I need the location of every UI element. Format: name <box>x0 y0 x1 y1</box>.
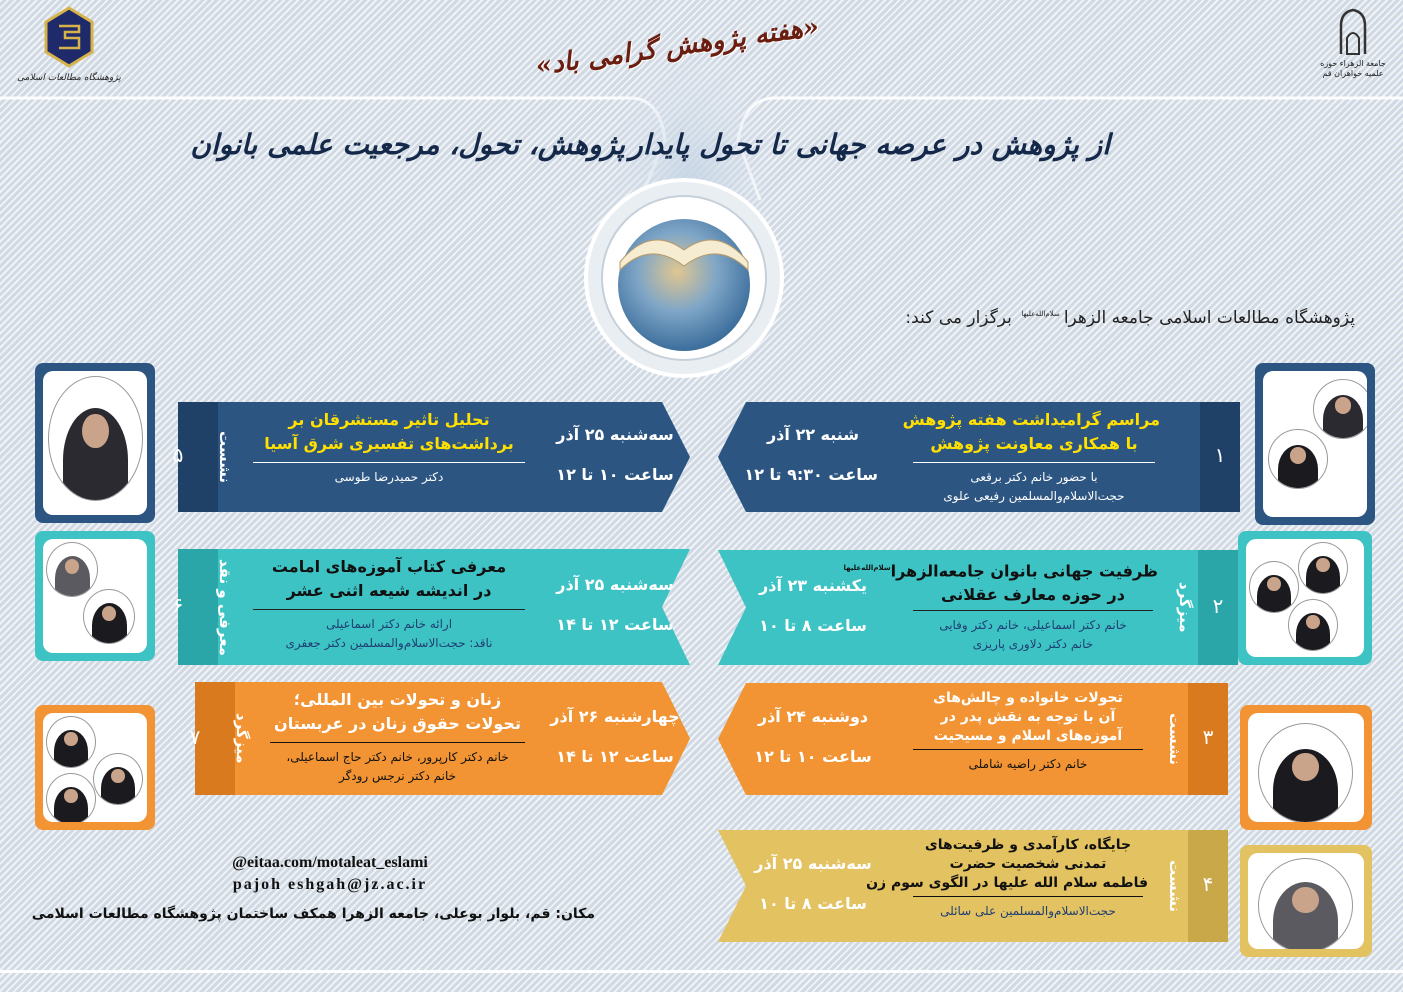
event-type-label: نشست <box>1166 712 1184 766</box>
eitaa-link[interactable]: @eitaa.com/motaleat_eslami <box>232 854 428 871</box>
footer-divider <box>0 970 1403 973</box>
event-title-line: برداشت‌های تفسیری شرق آسیا <box>264 434 514 453</box>
speaker-photo-box <box>1240 845 1372 957</box>
event-ribbon <box>718 550 1238 665</box>
speaker-line: دکتر حمیدرضا طوسی <box>334 470 444 484</box>
event-datetime <box>748 844 878 924</box>
logo-research-institute: پژوهشگاه مطالعات اسلامی <box>14 6 124 83</box>
speaker-photos <box>43 713 147 822</box>
speaker-photo <box>46 716 96 768</box>
event-number: ۳ <box>1202 725 1214 749</box>
event-title-line: با همکاری معاونت پژوهش <box>930 434 1138 453</box>
theme-left: پژوهش، تحول، مرجعیت علمی بانوان <box>190 128 625 161</box>
logo-jamiat-alzahra: جامعة الزهراء حوزه علمیه خواهران قم <box>1318 8 1388 79</box>
speaker-photos <box>1248 713 1364 822</box>
speaker-line: ناقد: حجت‌الاسلام‌والمسلمین دکتر جعفری <box>285 636 493 650</box>
event-type-label: میزگرد <box>1176 582 1194 633</box>
event-title-line: فاطمه سلام الله علیها در الگوی سوم زن <box>866 875 1148 891</box>
speaker-photo <box>48 376 143 501</box>
organizer-name: پژوهشگاه مطالعات اسلامی جامعه الزهرا <box>1063 308 1355 328</box>
event-title-line: تحولات حقوق زنان در عربستان <box>274 714 521 733</box>
speaker-photo-box <box>35 363 155 523</box>
event-day: سه‌شنبه ۲۵ آذر <box>556 575 674 594</box>
title-separator <box>913 610 1153 611</box>
globe-icon <box>618 219 750 351</box>
slogan: «هفته پژوهش گرامی باد» <box>533 12 821 82</box>
event-speakers <box>248 468 530 487</box>
event-title-line: تحولات خانواده و چالش‌های <box>933 690 1123 706</box>
organizer-suffix: برگزار می کند: <box>905 308 1012 328</box>
speaker-photo <box>1268 429 1328 489</box>
event-title-line: معرفی کتاب آموزه‌های امامت <box>271 557 507 576</box>
speaker-line: ارائه خانم دکتر اسماعیلی <box>325 617 453 631</box>
speaker-photos <box>1263 371 1367 517</box>
speaker-line: حجت‌الاسلام‌والمسلمین رفیعی علوی <box>943 489 1125 503</box>
event-speakers <box>908 902 1148 921</box>
event-number: ۲ <box>1212 593 1224 618</box>
event-datetime <box>744 415 878 495</box>
event-time: ساعت ۱۲ تا ۱۴ <box>556 615 674 634</box>
speaker-line: خانم دکتر کارپرور، خانم دکتر حاج اسماعیلی، <box>286 750 509 764</box>
event-type-label: نشست <box>216 430 234 484</box>
event-title <box>248 408 530 456</box>
speaker-photo <box>1249 561 1299 613</box>
event-title <box>843 556 1158 607</box>
speaker-photo-box <box>1255 363 1375 525</box>
event-time: ساعت ۱۰ تا ۱۲ <box>754 747 872 766</box>
event-day: سه‌شنبه ۲۵ آذر <box>754 854 872 873</box>
speaker-photo <box>1298 542 1348 594</box>
event-type-label: نشست <box>1166 859 1184 913</box>
speaker-line: خانم دکتر راضیه شاملی <box>968 757 1088 771</box>
event-title-line: جایگاه، کارآمدی و ظرفیت‌های <box>924 837 1132 853</box>
header-decoration <box>0 0 1403 400</box>
event-ribbon <box>172 549 690 665</box>
speaker-photo-box <box>1240 705 1372 830</box>
event-title <box>902 408 1160 456</box>
event-time: ساعت ۱۰ تا ۱۲ <box>556 465 674 484</box>
event-number: ۱ <box>1214 443 1226 467</box>
title-separator <box>253 462 525 463</box>
event-title-line: تمدنی شخصیت حضرت <box>949 856 1107 872</box>
event-title-line: آموزه‌های اسلام و مسیحیت <box>933 728 1123 744</box>
event-title-line: در اندیشه شیعه اثنی عشر <box>286 581 492 600</box>
event-speakers <box>265 748 530 786</box>
event-speakers <box>908 468 1160 506</box>
event-day: یکشنبه ۲۳ آذر <box>759 575 867 595</box>
event-title <box>908 689 1148 746</box>
speaker-photo <box>1288 599 1338 651</box>
event-title-line: ظرفیت جهانی بانوان جامعه‌الزهرا$^{سلام‌الله‌علیها}$ <box>843 561 1158 581</box>
event-time: ساعت ۱۲ تا ۱۴ <box>556 746 674 766</box>
event-type-label: معرفی و نقد <box>216 558 234 656</box>
title-honorific: سلام‌الله‌علیها <box>843 564 891 572</box>
speaker-photo <box>1258 858 1353 949</box>
speaker-photos <box>1246 539 1364 657</box>
event-day: دوشنبه ۲۴ آذر <box>757 707 869 726</box>
organizer-honorific: سلام‌الله‌علیها <box>1021 310 1060 319</box>
event-speakers <box>248 615 530 653</box>
location-text: مکان: قم، بلوار بوعلی، جامعه الزهرا همکف ساختمان پژوهشگاه مطالعات اسلامی <box>31 906 595 922</box>
title-separator <box>253 609 525 610</box>
speaker-photo <box>1258 723 1353 822</box>
event-speakers <box>908 755 1148 774</box>
theme-right: از پژوهش در عرصه جهانی تا تحول پایدار <box>629 128 1110 161</box>
title-separator <box>913 749 1143 750</box>
title-separator <box>913 462 1155 463</box>
speaker-line: با حضور خانم دکتر برقعی <box>970 470 1098 484</box>
email-link[interactable]: pajoh eshgah@jz.ac.ir <box>232 876 428 893</box>
event-number: ۵ <box>172 443 184 467</box>
event-title-line: آن با توجه به نقش پدر در <box>940 709 1116 725</box>
event-title-line: مراسم گرامیداشت هفته پژوهش <box>902 410 1160 429</box>
speaker-line: خانم دکتر دلاوری پاریزی <box>972 637 1094 651</box>
event-day: سه‌شنبه ۲۵ آذر <box>556 425 674 444</box>
speaker-photos <box>43 539 147 653</box>
event-speakers <box>908 616 1158 654</box>
event-title <box>248 555 530 603</box>
event-title-line: زنان و تحولات بین المللی؛ <box>293 690 502 709</box>
title-separator <box>270 742 525 743</box>
event-day: شنبه ۲۲ آذر <box>766 425 860 444</box>
event-type-label: میزگرد <box>233 713 251 764</box>
event-number: ۷ <box>189 724 201 749</box>
event-title-line: در حوزه معارف عقلانی <box>941 585 1125 605</box>
event-number: ۶ <box>172 593 184 617</box>
speaker-photos <box>1248 853 1364 949</box>
event-number: ۴ <box>1202 872 1214 896</box>
event-day: چهارشنبه ۲۶ آذر <box>550 706 680 726</box>
speaker-line: خانم دکتر اسماعیلی، خانم دکتر وفایی <box>939 618 1127 632</box>
speaker-photo <box>46 542 98 597</box>
speaker-line: حجت‌الاسلام‌والمسلمین علی سائلی <box>940 904 1116 918</box>
speaker-photo-box <box>1238 531 1372 665</box>
event-datetime <box>550 415 680 495</box>
speaker-photo-box <box>35 531 155 661</box>
event-ribbon <box>718 402 1240 512</box>
event-title <box>265 688 530 736</box>
event-ribbon <box>189 682 690 795</box>
event-ribbon <box>172 402 690 512</box>
speaker-line: خانم دکتر نرجس رودگر <box>338 769 457 783</box>
contact-block <box>120 852 540 896</box>
event-datetime <box>748 566 878 646</box>
event-title-line: تحلیل تاثیر مستشرقان بر <box>288 410 490 429</box>
speaker-photo <box>83 589 135 644</box>
event-datetime <box>748 697 878 777</box>
event-datetime <box>550 697 680 777</box>
event-title <box>866 836 1148 893</box>
event-time: ساعت ۸ تا ۱۰ <box>759 894 867 913</box>
speaker-photos <box>43 371 147 515</box>
event-ribbon <box>718 683 1228 795</box>
speaker-photo <box>46 773 96 822</box>
speaker-photo-box <box>35 705 155 830</box>
speaker-photo <box>1313 379 1367 439</box>
organizer-line <box>900 308 1355 328</box>
speaker-photo <box>93 753 143 805</box>
event-ribbon <box>718 830 1228 942</box>
title-separator <box>913 896 1143 897</box>
event-time: ساعت ۹:۳۰ تا ۱۲ <box>744 465 878 484</box>
event-datetime <box>550 565 680 645</box>
event-time: ساعت ۸ تا ۱۰ <box>759 615 867 635</box>
